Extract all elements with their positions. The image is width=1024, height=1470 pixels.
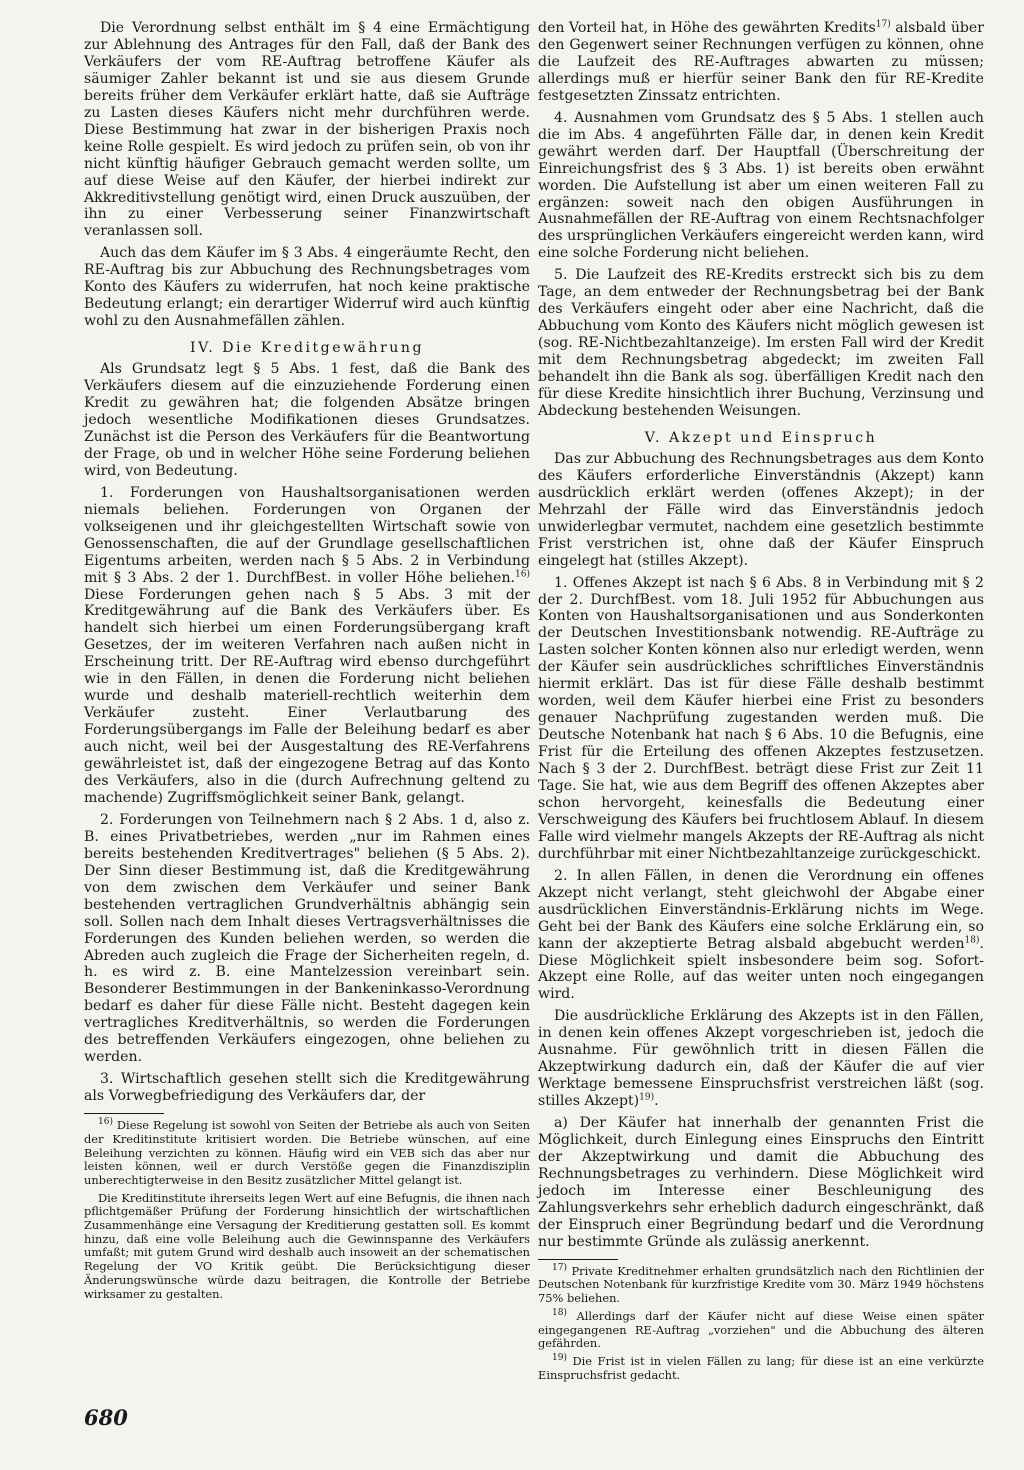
footnote-text: Die Frist ist in vielen Fällen zu lang; für diese ist an eine verkürzte Einspruchsfrist gedacht.: [538, 1353, 984, 1382]
section-heading-iv: IV. Die Kreditgewährung: [190, 340, 424, 357]
paragraph: Als Grundsatz legt § 5 Abs. 1 fest, daß die Bank des Verkäufers diesem auf die einzuziehende Forderung einen Kredit zu gewähren hat; die folgenden Absätze bringen jedoch wesentliche Modifikationen dieses Grundsatzes. Zunächst ist die Person des Verkäufers für die Beantwortung der Frage, ob und in welcher Höhe seine Forderung beliehen wird, von Bedeutung.: [84, 361, 530, 479]
footnote-number: 16): [98, 1117, 113, 1128]
paragraph-text: .: [654, 1093, 659, 1110]
footnote-18: [538, 1310, 984, 1351]
paragraph-text: alsbald über den Gegenwert seiner Rechnungen verfügen zu können, ohne die Laufzeit des RE-Auftrages abwarten zu müssen; allerdings muß er hierfür seiner Bank den für RE-Kredite festgesetzten Zinssatz entrichten.: [538, 20, 984, 104]
footnote-number: 18): [552, 1308, 567, 1319]
footnote-ref-19: 19): [639, 1092, 655, 1103]
footnote-text: Private Kreditnehmer erhalten grundsätzlich nach den Richtlinien der Deutschen Notenbank für kurzfristige Kredite vom 30. März 1949 höchstens 75% beliehen.: [538, 1263, 984, 1306]
footnote-divider: [84, 1113, 164, 1114]
paragraph-text: den Vorteil hat, in Höhe des gewährten Kredits: [538, 20, 876, 36]
paragraph: [538, 868, 984, 1004]
paragraph: 3. Wirtschaftlich gesehen stellt sich die Kreditgewährung als Vorwegbefriedigung des Verkäufers dar, der: [84, 1071, 530, 1105]
footnote-ref-16: 16): [515, 568, 530, 579]
footnote-16-continued: Die Kreditinstitute ihrerseits legen Wert auf eine Befugnis, die ihnen nach pflichtgemäßer Prüfung der Forderung hinsichtlich der wirtschaftlichen Zusammenhänge eine Versagung der Kreditierung gestatten soll. Es kommt hinzu, daß eine volle Beleihung auch die Gewinnspanne des Verkäufers umfaßt; mit gutem Grund wird deshalb auch insoweit an der schematischen Regelung der VO Kritik geübt. Die Berücksichtigung dieser Änderungswünsche würde dazu beitragen, die Kontrolle der Betriebe wirksamer zu gestalten.: [84, 1190, 530, 1301]
right-column: [538, 20, 984, 1386]
paragraph: Das zur Abbuchung des Rechnungsbetrages aus dem Konto des Käufers erforderliche Einverständnis (Akzept) kann ausdrücklich erklärt werden (offenes Akzept); in der Mehrzahl der Fälle wird das Einverständnis jedoch unwiderlegbar vermutet, nachdem eine gesetzlich bestimmte Frist verstrichen ist, ohne daß der Käufer Einspruch eingelegt hat (stilles Akzept).: [538, 450, 984, 569]
paragraph-text: . Diese Möglichkeit spielt insbesondere beim sog. Sofort-Akzept eine Rolle, auf das weiter unten noch eingegangen wird.: [538, 935, 984, 1003]
paragraph: 5. Die Laufzeit des RE-Kredits erstreckt sich bis zu dem Tage, an dem entweder der Rechnungsbetrag bei der Bank des Verkäufers eingeht oder aber eine Nachricht, daß die Abbuchung vom Konto des Käufers nicht möglich gewesen ist (sog. RE-Nichtbezahltanzeige). Im ersten Fall wird der Kredit mit dem Rechnungsbetrag abgedeckt; im zweiten Fall behandelt ihn die Bank als sog. überfälligen Kredit nach den für diese Kredite hinsichtlich ihrer Buchung, Verzinsung und Abdeckung bestehenden Weisungen.: [538, 267, 984, 419]
paragraph-text: Diese Forderungen gehen nach § 5 Abs. 3 mit der Kreditgewährung auf die Bank des Verkäufers über. Es handelt sich hierbei um einen Forderungsübergang kraft Gesetzes, der im weiteren Verfahren nach außen nicht in Erscheinung tritt. Der RE-Auftrag wird ebenso durchgeführt wie in den Fällen, in denen die Forderung nicht beliehen wurde und deshalb materiell-rechtlich weiterhin dem Verkäufer zusteht. Einer Verlautbarung des Forderungsübergangs im Falle der Beleihung bedarf es aber auch nicht, weil bei der Ausgestaltung des RE-Verfahrens gewährleistet ist, daß der eingezogene Betrag auf das Konto des Verkäufers, also in die (durch Aufrechnung geltend zu machende) Zugriffsmöglichkeit seiner Bank, gelangt.: [84, 586, 530, 806]
page-number: 680: [84, 1405, 128, 1430]
left-column: [84, 20, 530, 1305]
paragraph-text: Die ausdrückliche Erklärung des Akzepts ist in den Fällen, in denen kein offenes Akzept vorgeschrieben ist, jedoch die Ausnahme. Für gewöhnlich tritt in diesen Fällen die Akzeptwirkung dadurch ein, daß der Käufer die auf vier Werktage bemessene Einspruchsfrist verstreichen läßt (sog. stilles Akzept): [538, 1008, 984, 1110]
footnote-17: [538, 1262, 984, 1306]
footnote-ref-18: 18): [964, 934, 980, 945]
paragraph: [538, 20, 984, 105]
footnote-number: 19): [552, 1353, 567, 1364]
footnote-ref-17: 17): [875, 19, 891, 30]
footnote-text: Diese Regelung ist sowohl von Seiten der Betriebe als auch von Seiten der Kreditinstitute kritisiert worden. Die Betriebe wünschen, auf eine Beleihung verzichten zu können. Häufig wird ein VEB sich das aber nur leisten können, weil er durch Verstöße gegen die Finanzdisziplin unberechtigterweise in den Besitz zusätzlicher Mittel gelangt ist.: [84, 1118, 530, 1187]
paragraph: [538, 1008, 984, 1110]
section-heading-v: V. Akzept und Einspruch: [644, 429, 878, 446]
paragraph: 4. Ausnahmen vom Grundsatz des § 5 Abs. 1 stellen auch die im Abs. 4 angeführten Fälle dar, in denen kein Kredit gewährt werden darf. Der Hauptfall (Überschreitung der Einreichungsfrist des § 3 Abs. 1) ist bereits oben erwähnt worden. Die Aufstellung ist aber um einen weiteren Fall zu ergänzen: soweit nach den obigen Ausführungen in Ausnahmefällen der RE-Auftrag von einem Rechtsnachfolger des ursprünglichen Verkäufers eingereicht werden kann, wird eine solche Forderung nicht beliehen.: [538, 109, 984, 262]
footnotes-right: [538, 1262, 984, 1383]
paragraph: a) Der Käufer hat innerhalb der genannten Frist die Möglichkeit, durch Einlegung eines Einspruchs den Eintritt der Akzeptwirkung und damit die Abbuchung des Rechnungsbetrages zu verhindern. Diese Möglichkeit wird jedoch im Interesse einer Beschleunigung des Zahlungsverkehrs sehr erheblich dadurch eingeschränkt, daß der Einspruch einer Begründung bedarf und die Verordnung nur bestimmte Gründe als zulässig anerkennt.: [538, 1115, 984, 1250]
footnotes-left: [84, 1119, 530, 1301]
footnote-divider: [538, 1259, 618, 1260]
paragraph-text: 1. Forderungen von Haushaltsorganisationen werden niemals beliehen. Forderungen von Organen der volkseigenen und ihr gleichgestellten Wirtschaft sowie von Genossenschaften, die auf der Grundlage gesellschaftlichen Eigentums arbeiten, werden nach § 5 Abs. 2 in Verbindung mit § 3 Abs. 2 der 1. DurchfBest. in voller Höhe beliehen.: [84, 484, 530, 586]
footnote-number: 17): [552, 1262, 567, 1273]
footnote-16: [84, 1119, 530, 1188]
paragraph: 2. Forderungen von Teilnehmern nach § 2 Abs. 1 d, also z. B. eines Privatbetriebes, werden „nur im Rahmen eines bereits bestehenden Kreditvertrages" beliehen (§ 5 Abs. 2). Der Sinn dieser Bestimmung ist, daß die Kreditgewährung von dem zwischen dem Verkäufer und seiner Bank bestehenden vertraglichen Grundverhältnis abhängig sein soll. Sollen nach dem Inhalt dieses Vertragsverhältnisses die Forderungen des Kunden beliehen werden, so werden die Abreden auch zugleich die Frage der Sicherheiten regeln, d. h. es wird z. B. eine Mantelzession vereinbart sein. Besonderer Bestimmungen in der Bankeninkasso-Verordnung bedarf es daher für diese Fälle nicht. Besteht dagegen kein vertragliches Kreditverhältnis, so werden die Forderungen des betreffenden Verkäufers eingezogen, ohne beliehen zu werden.: [84, 811, 530, 1066]
paragraph: Auch das dem Käufer im § 3 Abs. 4 eingeräumte Recht, den RE-Auftrag bis zur Abbuchung des Rechnungsbetrages vom Konto des Käufers zu widerrufen, hat noch keine praktische Bedeutung erlangt; ein derartiger Widerruf wird auch künftig wohl zu den Ausnahmefällen zählen.: [84, 245, 530, 330]
paragraph: Die Verordnung selbst enthält im § 4 eine Ermächtigung zur Ablehnung des Antrages für den Fall, daß der Bank des Verkäufers der vom RE-Auftrag betroffene Käufer als säumiger Zahler bekannt ist und sie aus diesem Grunde bereits früher dem Verkäufer erklärt hatte, daß sie Aufträge zu Lasten dieses Käufers nicht mehr durchführen werde. Diese Bestimmung hat zwar in der bisherigen Praxis noch keine Rolle gespielt. Es wird jedoch zu prüfen sein, ob von ihr nicht künftig häufiger Gebrauch gemacht werden sollte, um auf diese Weise auf den Käufer, der hierbei indirekt zur Akkreditivstellung genötigt wird, einen Druck auszuüben, der ihn zu einer Verbesserung seiner Finanzwirtschaft veranlassen soll.: [84, 20, 530, 240]
footnote-19: [538, 1355, 984, 1382]
paragraph: [84, 485, 530, 807]
paragraph: 1. Offenes Akzept ist nach § 6 Abs. 8 in Verbindung mit § 2 der 2. DurchfBest. vom 18. Juli 1952 für Abbuchungen aus Konten von Haushaltsorganisationen und aus Sonderkonten der Deutschen Investitionsbank notwendig. RE-Aufträge zu Lasten solcher Konten können also nur erledigt werden, wenn der Käufer sein ausdrückliches schriftliches Einverständnis hiermit erklärt. Das ist für diese Fälle deshalb bestimmt worden, weil dem Käufer hierbei eine Frist zu besonders genauer Nachprüfung zugestanden werden muß. Die Deutsche Notenbank hat nach § 6 Abs. 10 die Befugnis, eine Frist für die Erteilung des offenen Akzeptes festzusetzen. Nach § 3 der 2. DurchfBest. beträgt diese Frist zur Zeit 11 Tage. Sie hat, wie aus dem Begriff des offenen Akzeptes aber schon hervorgeht, keinesfalls die Bedeutung einer Verschweigung des Käufers bei fruchtlosem Ablauf. In diesem Falle wird vielmehr mangels Akzepts der RE-Auftrag als nicht durchführbar mit einer Nichtbezahltanzeige zurückgeschickt.: [538, 574, 984, 862]
paragraph-text: 2. In allen Fällen, in denen die Verordnung ein offenes Akzept nicht verlangt, steht gleichwohl der Abgabe einer ausdrücklichen Einverständnis-Erklärung nichts im Wege. Geht bei der Bank des Käufers eine solche Erklärung ein, so kann der akzeptierte Betrag alsbald abgebucht werden: [538, 867, 984, 952]
footnote-text: Allerdings darf der Käufer nicht auf diese Weise einen später eingegangenen RE-Auftrag „vorziehen" und die Abbuchung des älteren gefährden.: [538, 1308, 984, 1351]
